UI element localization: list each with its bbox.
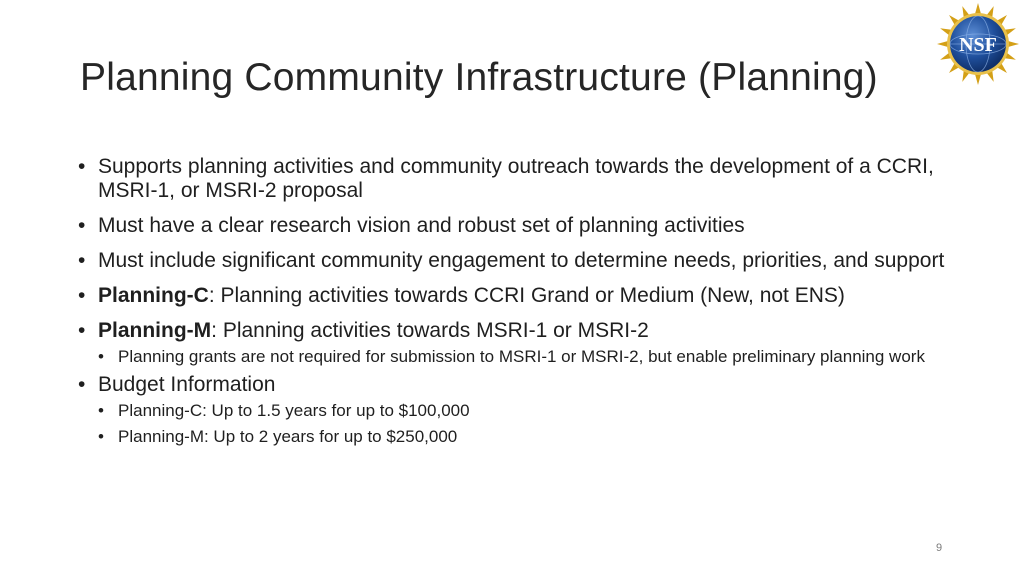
svg-text:NSF: NSF <box>959 34 997 56</box>
sub-bullet-icon: • <box>98 347 104 366</box>
bullet-bold-term: Planning-C <box>98 284 209 307</box>
slide-title: Planning Community Infrastructure (Planning) <box>80 56 878 99</box>
sub-list-item <box>98 401 958 421</box>
list-item <box>78 284 958 308</box>
bullet-icon: • <box>78 319 86 342</box>
list-item <box>78 249 958 273</box>
bullet-text: : Planning activities towards MSRI-1 or MSRI-2 <box>211 319 649 342</box>
bullet-text: Must have a clear research vision and robust set of planning activities <box>98 214 745 237</box>
bullet-list <box>78 155 958 453</box>
bullet-text: : Planning activities towards CCRI Grand or Medium (New, not ENS) <box>208 284 845 307</box>
bullet-text: Budget Information <box>98 373 276 396</box>
list-item <box>78 319 958 367</box>
page-number: 9 <box>936 542 943 554</box>
sub-list-item <box>98 427 958 447</box>
sub-bullet-list <box>98 401 958 447</box>
list-item <box>78 373 958 447</box>
sub-bullet-text: Planning-M: Up to 2 years for up to $250,000 <box>118 427 458 446</box>
sub-bullet-text: Planning-C: Up to 1.5 years for up to $100,000 <box>118 401 470 420</box>
bullet-icon: • <box>78 373 86 396</box>
sub-list-item <box>98 347 958 367</box>
bullet-icon: • <box>78 249 86 272</box>
nsf-logo-icon <box>936 2 1020 86</box>
bullet-text: Supports planning activities and community outreach towards the development of a CCRI, MSRI-1, or MSRI-2 proposal <box>98 155 934 202</box>
bullet-icon: • <box>78 284 86 307</box>
bullet-icon: • <box>78 214 86 237</box>
sub-bullet-text: Planning grants are not required for submission to MSRI-1 or MSRI-2, but enable preliminary planning work <box>118 347 925 366</box>
bullet-icon: • <box>78 155 86 178</box>
bullet-text: Must include significant community engagement to determine needs, priorities, and support <box>98 249 945 272</box>
sub-bullet-icon: • <box>98 401 104 420</box>
sub-bullet-list <box>98 347 958 367</box>
nsf-logo <box>936 2 1020 86</box>
sub-bullet-icon: • <box>98 427 104 446</box>
bullet-bold-term: Planning-M <box>98 319 212 342</box>
list-item <box>78 214 958 238</box>
list-item <box>78 155 958 203</box>
